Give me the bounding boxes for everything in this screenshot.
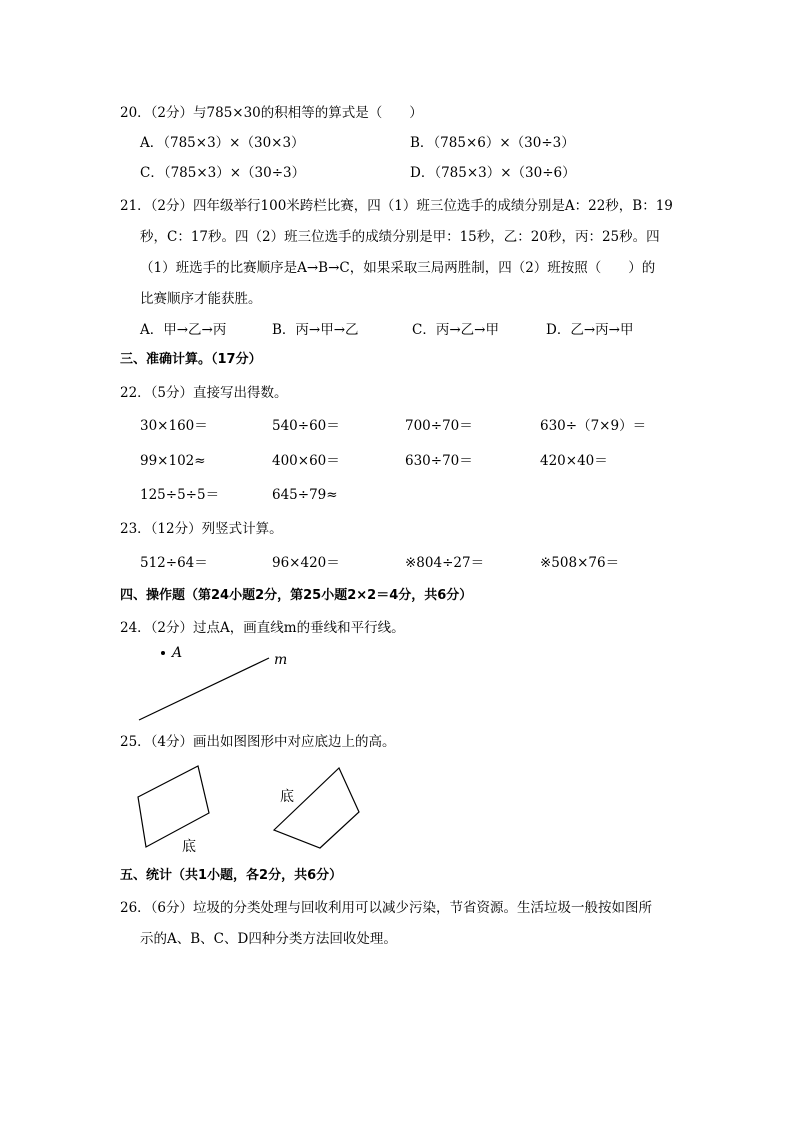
q22-calc: 700÷70＝	[405, 418, 473, 434]
q25-stem: 25．（4分）画出如图图形中对应底边上的高。	[120, 734, 396, 750]
q21-option-b[interactable]: B．丙→甲→乙	[272, 322, 359, 338]
q24-stem: 24．（2分）过点A，画直线m的垂线和平行线。	[120, 620, 405, 636]
q21-line-1: 21．（2分）四年级举行100米跨栏比赛，四（1）班三位选手的成绩分别是A：22秒，B：19	[120, 198, 673, 214]
q23-calc: ※804÷27＝	[405, 555, 485, 571]
q21-option-c[interactable]: C．丙→乙→甲	[412, 322, 499, 338]
base-label-1: 底	[182, 839, 196, 855]
q22-stem: 22．（5分）直接写出得数。	[120, 385, 288, 401]
q21-line-2: 秒，C：17秒。四（2）班三位选手的成绩分别是甲：15秒，乙：20秒，丙：25秒。四	[140, 229, 660, 245]
q21-line-3: （1）班选手的比赛顺序是A→B→C，如果采取三局两胜制，四（2）班按照（ ）的	[140, 260, 656, 276]
q23-stem: 23．（12分）列竖式计算。	[120, 521, 283, 537]
point-a-label: A	[172, 645, 183, 661]
q26-line-1: 26．（6分）垃圾的分类处理与回收利用可以减少污染，节省资源。生活垃圾一般按如图所	[120, 900, 653, 916]
parallelogram-shape	[138, 766, 209, 847]
q20-option-c[interactable]: C．（785×3）×（30÷3）	[140, 165, 306, 181]
q23-calc: 512÷64＝	[140, 555, 208, 571]
q22-calc: 540÷60＝	[272, 418, 340, 434]
line-m	[139, 658, 269, 720]
q22-calc: 400×60＝	[272, 453, 340, 469]
q20-option-b[interactable]: B．（785×6）×（30÷3）	[410, 135, 575, 151]
line-m-label: m	[274, 652, 288, 668]
trapezoid-shape	[274, 768, 359, 848]
q22-calc: 125÷5÷5＝	[140, 487, 220, 503]
q20-option-a[interactable]: A．（785×3）×（30×3）	[140, 135, 305, 151]
q23-calc: 96×420＝	[272, 555, 340, 571]
point-a	[161, 651, 165, 655]
q22-calc: 420×40＝	[540, 453, 608, 469]
q22-calc: 30×160＝	[140, 418, 208, 434]
q21-option-d[interactable]: D．乙→丙→甲	[546, 322, 634, 338]
q21-line-4: 比赛顺序才能获胜。	[140, 291, 262, 307]
section-4-title: 四、操作题（第24小题2分，第25小题2×2＝4分，共6分）	[120, 588, 473, 603]
section-5-title: 五、统计（共1小题，各2分，共6分）	[120, 868, 343, 883]
q26-line-2: 示的A、B、C、D四种分类方法回收处理。	[140, 931, 397, 947]
q23-calc: ※508×76＝	[540, 555, 620, 571]
q20-stem: 20．（2分）与785×30的积相等的算式是（ ）	[120, 105, 423, 121]
q22-calc: 630÷（7×9）＝	[540, 418, 647, 434]
q22-calc: 645÷79≈	[272, 487, 338, 503]
section-3-title: 三、准确计算。（17分）	[120, 352, 262, 367]
q22-calc: 99×102≈	[140, 453, 206, 469]
q21-option-a[interactable]: A．甲→乙→丙	[140, 322, 227, 338]
q22-calc: 630÷70＝	[405, 453, 473, 469]
q20-option-d[interactable]: D．（785×3）×（30÷6）	[410, 165, 576, 181]
base-label-2: 底	[280, 789, 294, 805]
